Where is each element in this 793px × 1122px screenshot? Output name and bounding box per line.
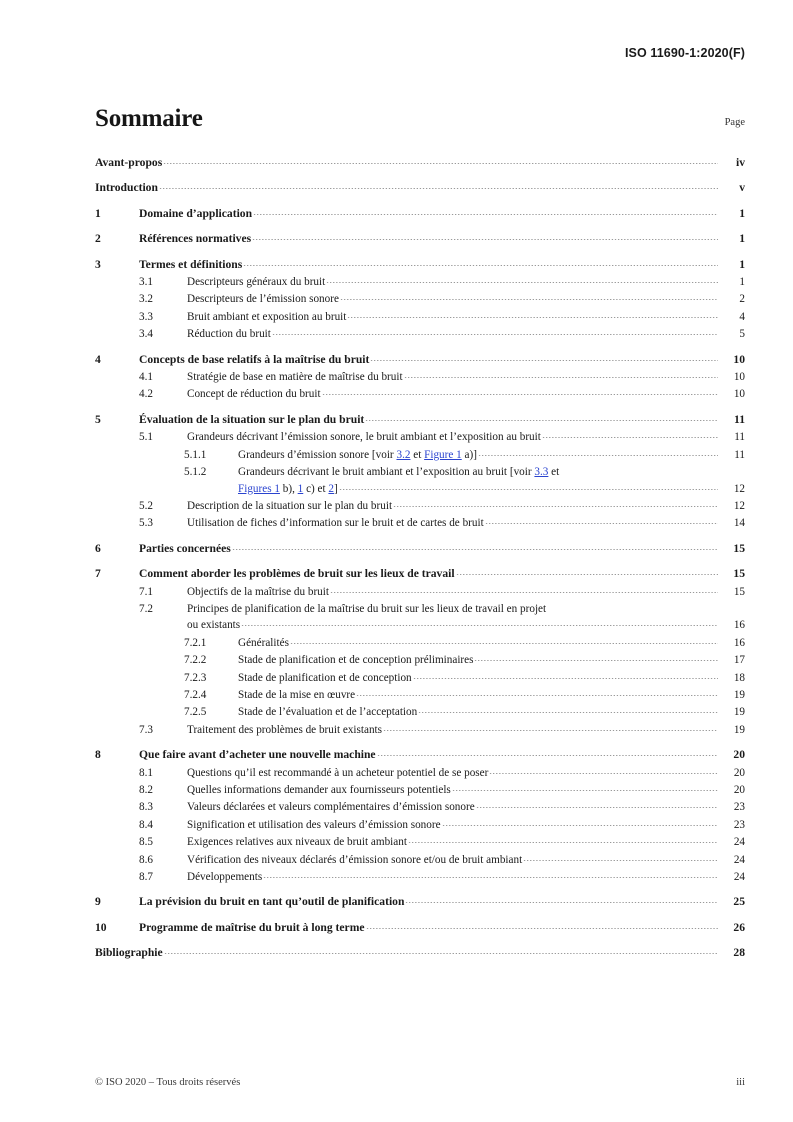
toc-entry-line <box>139 747 745 763</box>
leader-dots <box>339 481 718 492</box>
toc-entry-line-continued <box>238 481 745 497</box>
toc-entry[interactable] <box>95 704 745 720</box>
leader-dots <box>163 155 718 166</box>
toc-entry-number: 3.2 <box>139 293 153 306</box>
toc-entry-body <box>238 464 745 497</box>
toc-entry-number: 1 <box>95 206 101 220</box>
toc-entry-number: 5.1 <box>139 431 153 444</box>
toc-entry-label: Stade de l’évaluation et de l’acceptation <box>238 706 418 719</box>
toc-entry-line <box>238 447 745 463</box>
toc-entry-number: 4.2 <box>139 388 153 401</box>
toc-entry-page-number: 20 <box>733 766 745 779</box>
toc-entry-label: Stade de la mise en œuvre <box>238 688 356 701</box>
toc-entry-number: 8.1 <box>139 766 153 779</box>
toc-entry-body <box>139 920 745 936</box>
leader-dots <box>542 429 718 440</box>
toc-entry-page-number: 14 <box>733 517 745 530</box>
leader-dots <box>232 541 718 552</box>
toc-entry-label: Réduction du bruit <box>187 328 271 341</box>
toc-entry-number: 7.2.2 <box>184 654 207 667</box>
toc-entry-line <box>187 584 745 600</box>
toc-entry-page-number: 12 <box>733 499 745 512</box>
toc-entry-number: 7.2.5 <box>184 706 207 719</box>
toc-entry-number: 5 <box>95 412 101 426</box>
toc-entry[interactable] <box>95 894 745 910</box>
toc-entry[interactable] <box>95 635 745 651</box>
toc-entry[interactable] <box>95 429 745 445</box>
leader-dots <box>408 834 718 845</box>
toc-entry[interactable] <box>95 747 745 763</box>
toc-entry-page-number: 19 <box>733 706 745 719</box>
leader-dots <box>456 566 718 577</box>
toc-entry-line <box>187 291 745 307</box>
toc-entry[interactable] <box>95 601 745 634</box>
toc-entry-body <box>187 274 745 290</box>
toc-entry[interactable] <box>95 834 745 850</box>
toc-entry-line <box>187 869 745 885</box>
toc-entry-line <box>187 799 745 815</box>
toc-entry-body <box>238 652 745 668</box>
toc-entry-number: 8.6 <box>139 853 153 866</box>
toc-entry-number: 4.1 <box>139 371 153 384</box>
toc-entry[interactable] <box>95 515 745 531</box>
toc-entry-label: Signification et utilisation des valeurs d’émission sonore <box>187 818 441 831</box>
toc-entry-body <box>238 704 745 720</box>
toc-entry[interactable] <box>95 412 745 428</box>
toc-entry-page-number: 20 <box>733 784 745 796</box>
toc-entry-page-number: 11 <box>734 431 745 444</box>
entry-label-text: et <box>548 466 560 479</box>
toc-entry[interactable] <box>95 920 745 936</box>
toc-entry-body <box>187 869 745 885</box>
toc-entry-label: Utilisation de fiches d’information sur le bruit et de cartes de bruit <box>187 517 484 530</box>
leader-dots <box>243 257 718 268</box>
toc-entry-label: Concepts de base relatifs à la maîtrise du bruit <box>139 352 370 366</box>
toc-entry[interactable] <box>95 584 745 600</box>
entry-label-text: Grandeurs d’émission sonore [voir <box>238 448 397 461</box>
leader-dots <box>393 498 718 509</box>
toc-entry-number: 2 <box>95 232 101 246</box>
toc-entry[interactable] <box>95 687 745 703</box>
cross-reference-link[interactable]: Figure 1 <box>424 448 462 461</box>
toc-entry-label: Exigences relatives aux niveaux de bruit ambiant <box>187 836 407 849</box>
page-title: Sommaire <box>95 105 203 132</box>
toc-entry-line <box>139 412 745 428</box>
toc-entry-number: 8.2 <box>139 784 153 796</box>
leader-dots <box>442 817 718 828</box>
entry-label-text: Grandeurs décrivant le bruit ambiant et l’exposition au bruit [voir <box>238 466 535 479</box>
toc-entry-line <box>187 601 745 617</box>
cross-reference-link[interactable]: 2 <box>328 482 335 495</box>
toc-entry-label: Bibliographie <box>95 946 163 960</box>
toc-entry-page-number: v <box>739 181 745 195</box>
toc-entry-label: Principes de planification de la maîtrise du bruit sur les lieux de travail en projet <box>187 602 547 615</box>
leader-dots <box>370 352 718 363</box>
toc-entry-page-number: 18 <box>733 671 745 684</box>
toc-entry-body <box>139 352 745 368</box>
toc-entry-page-number: 24 <box>733 836 745 849</box>
toc-entry-line <box>238 687 745 703</box>
toc-entry-page-number: 15 <box>733 567 745 581</box>
toc-entry-line <box>139 894 745 910</box>
toc-entry[interactable] <box>95 291 745 307</box>
toc-entry-page-number: 10 <box>733 371 745 384</box>
toc-entry-line <box>139 566 745 582</box>
cross-reference-link[interactable]: 1 <box>297 482 304 495</box>
toc-entry-page-number: 24 <box>733 871 745 884</box>
toc-entry-line <box>187 309 745 325</box>
toc-entry-body <box>187 601 745 634</box>
toc-entry-label: Stratégie de base en matière de maîtrise du bruit <box>187 371 403 384</box>
toc-entry[interactable] <box>95 447 745 463</box>
toc-entry-body <box>187 834 745 850</box>
toc-entry[interactable] <box>95 464 745 497</box>
leader-dots <box>253 206 718 217</box>
toc-entry-label: Valeurs déclarées et valeurs complémentaires d’émission sonore <box>187 801 475 814</box>
toc-entry-label: Grandeurs décrivant l’émission sonore, le bruit ambiant et l’exposition au bruit <box>187 431 541 444</box>
toc-entry-body <box>95 155 745 171</box>
toc-entry-page-number: 17 <box>733 654 745 667</box>
toc-entry-number: 5.2 <box>139 499 153 512</box>
toc-entry-body <box>187 498 745 514</box>
toc-entry[interactable] <box>95 541 745 557</box>
toc-entry-page-number: 23 <box>733 801 745 814</box>
toc-entry-label: Concept de réduction du bruit <box>187 388 321 401</box>
document-footer <box>95 1077 745 1088</box>
leader-dots <box>347 309 718 320</box>
toc-entry-number: 8 <box>95 748 101 762</box>
page-folio: iii <box>736 1077 745 1088</box>
toc-entry-label: Références normatives <box>139 232 252 246</box>
toc-entry-label: Introduction <box>95 181 158 195</box>
toc-entry-number: 5.1.2 <box>184 466 207 479</box>
toc-entry-body <box>238 670 745 686</box>
toc-entry-page-number: 15 <box>733 585 745 598</box>
toc-entry[interactable] <box>95 722 745 738</box>
leader-dots <box>330 584 718 595</box>
toc-entry-number: 5.3 <box>139 517 153 530</box>
toc-entry[interactable] <box>95 782 745 798</box>
toc-entry-line <box>139 206 745 222</box>
toc-entry-line <box>187 765 745 781</box>
toc-entry-body <box>187 722 745 738</box>
entry-label-text: ] <box>334 482 338 495</box>
toc-entry-number: 5.1.1 <box>184 448 207 461</box>
leader-dots <box>252 231 718 242</box>
toc-entry-number: 3.3 <box>139 310 153 323</box>
toc-entry-body <box>139 206 745 222</box>
toc-entry[interactable] <box>95 817 745 833</box>
toc-entry-label: Descripteurs de l’émission sonore <box>187 293 339 306</box>
toc-entry-label: Avant-propos <box>95 156 163 169</box>
toc-entry[interactable] <box>95 566 745 582</box>
entry-label-text: et <box>410 448 425 461</box>
toc-entry[interactable] <box>95 498 745 514</box>
toc-entry-page-number: 11 <box>734 412 745 426</box>
toc-entry-number: 4 <box>95 352 101 366</box>
toc-entry-line <box>187 429 745 445</box>
toc-entry-body <box>187 799 745 815</box>
toc-entry-number: 6 <box>95 541 101 555</box>
toc-entry[interactable] <box>95 180 745 196</box>
toc-entry-number: 8.5 <box>139 836 153 849</box>
toc-entry-label-continued <box>238 481 338 497</box>
toc-entry-page-number: 1 <box>739 206 745 220</box>
toc-entry-line <box>238 704 745 720</box>
leader-dots <box>263 869 718 880</box>
toc-entry-line <box>238 652 745 668</box>
leader-dots <box>452 782 718 793</box>
leader-dots <box>356 687 718 698</box>
toc-entry-label: Comment aborder les problèmes de bruit sur les lieux de travail <box>139 567 455 581</box>
toc-entry-body <box>95 945 745 961</box>
entry-label-text: c) et <box>303 482 329 495</box>
toc-entry-line <box>187 369 745 385</box>
toc-entry-body <box>187 386 745 402</box>
toc-entry-body <box>187 369 745 385</box>
toc-entry-page-number: 5 <box>739 328 745 341</box>
toc-entry-label: Objectifs de la maîtrise du bruit <box>187 585 329 598</box>
toc-entry-number: 8.3 <box>139 801 153 814</box>
toc-entry-line <box>187 326 745 342</box>
toc-entry-page-number: 20 <box>733 748 745 762</box>
toc-entry-page-number: 25 <box>733 895 745 909</box>
toc-entry-label-continued: ou existants <box>187 619 241 632</box>
toc-entry-label: Quelles informations demander aux fournisseurs potentiels <box>187 784 451 796</box>
toc-entry-label: La prévision du bruit en tant qu’outil de planification <box>139 895 405 909</box>
toc-entry-page-number: 10 <box>733 388 745 401</box>
toc-entry-number: 8.7 <box>139 871 153 884</box>
toc-entry-page-number: 1 <box>739 232 745 246</box>
toc-entry-label <box>238 464 559 480</box>
toc-entry-label <box>238 447 477 463</box>
leader-dots <box>478 447 718 458</box>
toc-entry-line <box>187 498 745 514</box>
toc-entry[interactable] <box>95 206 745 222</box>
toc-entry-page-number: 24 <box>733 853 745 866</box>
toc-entry-body <box>238 447 745 463</box>
toc-entry-number: 7.1 <box>139 585 153 598</box>
toc-entry-body <box>187 584 745 600</box>
leader-dots <box>485 515 718 526</box>
copyright-notice: © ISO 2020 – Tous droits réservés <box>95 1077 241 1088</box>
toc-entry-body <box>139 894 745 910</box>
toc-entry-label: Questions qu’il est recommandé à un acheteur potentiel de se poser <box>187 766 489 779</box>
toc-entry-body <box>187 326 745 342</box>
toc-entry-line <box>95 945 745 961</box>
toc-entry-number: 8.4 <box>139 818 153 831</box>
toc-entry-line <box>187 834 745 850</box>
toc-entry-line-continued <box>187 617 745 633</box>
toc-entry[interactable] <box>95 869 745 885</box>
toc-entry-page-number: 26 <box>733 920 745 934</box>
cross-reference-link[interactable]: 3.3 <box>534 466 549 479</box>
toc-entry-line <box>238 464 745 480</box>
toc-entry-body <box>139 257 745 273</box>
toc-entry-body <box>139 566 745 582</box>
toc-entry-number: 3 <box>95 257 101 271</box>
document-header-standard-ref: ISO 11690-1:2020(F) <box>624 46 745 60</box>
toc-entry-body <box>139 541 745 557</box>
toc-entry-line <box>95 155 745 171</box>
leader-dots <box>405 894 718 905</box>
page-column-header: Page <box>724 117 745 128</box>
toc-entry-number: 7.3 <box>139 723 153 736</box>
toc-entry-line <box>139 352 745 368</box>
toc-entry-label: Programme de maîtrise du bruit à long terme <box>139 920 365 934</box>
toc-entry-page-number: 2 <box>739 293 745 306</box>
toc-entry-label: Vérification des niveaux déclarés d’émission sonore et/ou de bruit ambiant <box>187 853 523 866</box>
toc-entry[interactable] <box>95 352 745 368</box>
toc-entry-line <box>187 515 745 531</box>
toc-entry-line <box>238 670 745 686</box>
leader-dots <box>272 326 718 337</box>
toc-entry-label: Que faire avant d’acheter une nouvelle machine <box>139 748 376 762</box>
leader-dots <box>474 652 718 663</box>
toc-entry-body <box>187 765 745 781</box>
toc-entry-number: 7 <box>95 567 101 581</box>
toc-entry-page-number: 19 <box>733 688 745 701</box>
toc-entry-line <box>187 386 745 402</box>
toc-entry-page-number: 23 <box>733 818 745 831</box>
leader-dots <box>523 852 718 863</box>
toc-entry-page-number: 1 <box>739 257 745 271</box>
toc-entry-label: Évaluation de la situation sur le plan du bruit <box>139 412 365 426</box>
toc-entry-label: Bruit ambiant et exposition au bruit <box>187 310 347 323</box>
leader-dots <box>365 412 718 423</box>
toc-entry-number: 7.2.4 <box>184 688 207 701</box>
toc-entry-number: 7.2.3 <box>184 671 207 684</box>
toc-entry-page-number: 11 <box>734 448 745 461</box>
toc-entry[interactable] <box>95 309 745 325</box>
cross-reference-link[interactable]: Figures 1 <box>238 482 280 495</box>
leader-dots <box>159 180 718 191</box>
leader-dots <box>413 670 718 681</box>
toc-entry-number: 9 <box>95 895 101 909</box>
toc-entry-page-number: 16 <box>733 619 745 632</box>
toc-entry[interactable] <box>95 326 745 342</box>
toc-entry-line <box>187 852 745 868</box>
toc-entry-body <box>238 687 745 703</box>
leader-dots <box>489 765 718 776</box>
leader-dots <box>164 945 718 956</box>
toc-title-row <box>95 106 745 131</box>
toc-entry-page-number: 16 <box>733 636 745 649</box>
toc-entry-label: Stade de planification et de conception préliminaires <box>238 654 474 667</box>
toc-entry-number: 7.2 <box>139 602 153 615</box>
leader-dots <box>290 635 718 646</box>
toc-entry[interactable] <box>95 257 745 273</box>
leader-dots <box>322 386 718 397</box>
toc-entry-number: 3.1 <box>139 276 153 289</box>
toc-entry-number: 7.2.1 <box>184 636 207 649</box>
toc-entry-body <box>187 309 745 325</box>
toc-entry[interactable] <box>95 369 745 385</box>
toc-entry-label: Généralités <box>238 636 289 649</box>
toc-entry-page-number: 12 <box>733 482 745 495</box>
toc-entry[interactable] <box>95 799 745 815</box>
toc-entry-line <box>187 817 745 833</box>
toc-entry-body <box>139 231 745 247</box>
entry-label-text: b), <box>279 482 298 495</box>
leader-dots <box>241 617 718 628</box>
toc-entry-label: Domaine d’application <box>139 206 253 220</box>
table-of-contents <box>95 155 745 962</box>
toc-entry-page-number: 1 <box>739 276 745 289</box>
toc-entry[interactable] <box>95 274 745 290</box>
toc-entry-page-number: 15 <box>733 541 745 555</box>
toc-entry-body <box>238 635 745 651</box>
leader-dots <box>476 799 718 810</box>
toc-entry-body <box>139 412 745 428</box>
toc-entry[interactable] <box>95 945 745 961</box>
toc-entry-line <box>187 722 745 738</box>
leader-dots <box>418 704 718 715</box>
toc-entry-number: 3.4 <box>139 328 153 341</box>
cross-reference-link[interactable]: 3.2 <box>396 448 411 461</box>
toc-entry-line <box>139 541 745 557</box>
toc-entry[interactable] <box>95 652 745 668</box>
toc-entry-label: Description de la situation sur le plan du bruit <box>187 499 393 512</box>
entry-label-text: a)] <box>461 448 477 461</box>
toc-entry-body <box>187 852 745 868</box>
toc-entry-body <box>187 291 745 307</box>
toc-entry-body <box>139 747 745 763</box>
toc-entry[interactable] <box>95 155 745 171</box>
toc-entry[interactable] <box>95 670 745 686</box>
toc-entry-line <box>238 635 745 651</box>
toc-entry-body <box>187 782 745 798</box>
toc-entry[interactable] <box>95 386 745 402</box>
toc-entry-label: Développements <box>187 871 263 884</box>
toc-entry-line <box>187 274 745 290</box>
toc-entry-page-number: 4 <box>739 310 745 323</box>
toc-entry-page-number: 19 <box>733 723 745 736</box>
toc-entry-number: 10 <box>95 920 107 934</box>
toc-entry[interactable] <box>95 765 745 781</box>
toc-entry-line <box>95 180 745 196</box>
toc-entry-label: Parties concernées <box>139 541 231 555</box>
toc-entry-page-number: 10 <box>733 352 745 366</box>
toc-entry-line <box>139 231 745 247</box>
toc-entry-body <box>187 515 745 531</box>
toc-entry-body <box>187 429 745 445</box>
toc-entry-label: Traitement des problèmes de bruit existants <box>187 723 383 736</box>
toc-entry-line <box>187 782 745 798</box>
leader-dots <box>366 920 719 931</box>
toc-entry-body <box>95 180 745 196</box>
toc-entry-page-number: iv <box>735 156 745 169</box>
toc-entry-page-number: 28 <box>733 946 745 960</box>
toc-entry[interactable] <box>95 852 745 868</box>
toc-entry-label: Descripteurs généraux du bruit <box>187 276 326 289</box>
toc-entry-line <box>139 920 745 936</box>
toc-entry-line <box>139 257 745 273</box>
leader-dots <box>326 274 718 285</box>
toc-entry-label: Stade de planification et de conception <box>238 671 412 684</box>
leader-dots <box>404 369 718 380</box>
leader-dots <box>377 747 718 758</box>
leader-dots <box>340 291 718 302</box>
leader-dots <box>383 722 718 733</box>
toc-entry-body <box>187 817 745 833</box>
toc-entry[interactable] <box>95 231 745 247</box>
toc-entry-label: Termes et définitions <box>139 257 243 271</box>
